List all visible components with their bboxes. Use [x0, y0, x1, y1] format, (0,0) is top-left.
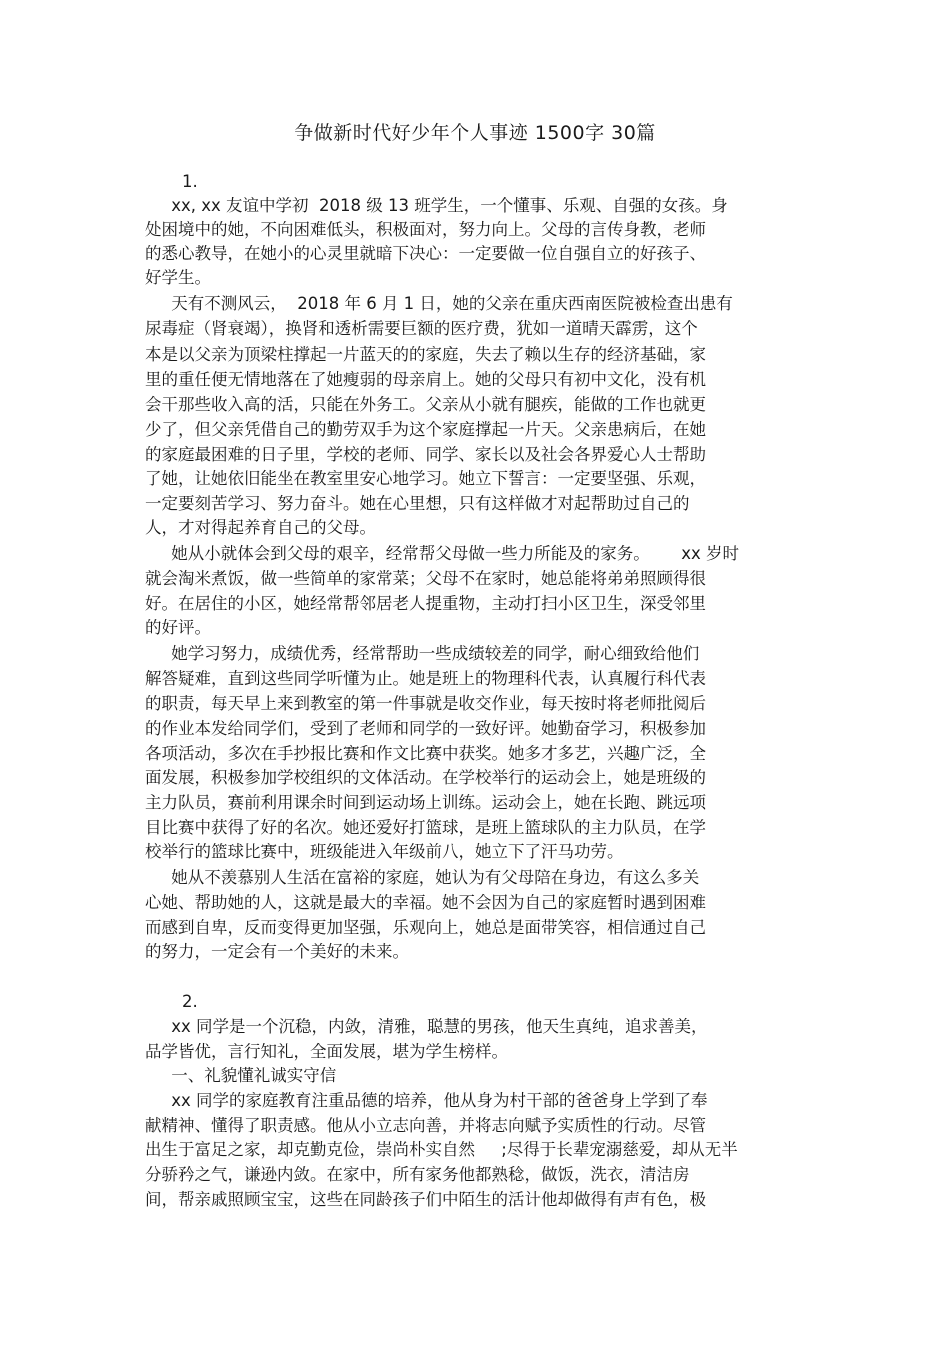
paragraph-line: xx 同学是一个沉稳，内敛，清雅，聪慧的男孩，他天生真纯，追求善美， [145, 1017, 708, 1036]
paragraph-line: 的悉心教导，在她小的心灵里就暗下决心：一定要做一位自强自立的好孩子、 [145, 244, 706, 263]
paragraph-line: xx, xx 友谊中学初 2018 级 13 班学生，一个懂事、乐观、自强的女孩。身 [145, 196, 728, 215]
paragraph-line: 各项活动，多次在手抄报比赛和作文比赛中获奖。她多才多艺，兴趣广泛，全 [145, 744, 706, 763]
section-number: 2. [182, 992, 198, 1011]
paragraph-line: 的努力，一定会有一个美好的未来。 [145, 942, 409, 961]
paragraph-line: 里的重任便无情地落在了她瘦弱的母亲肩上。她的父母只有初中文化，没有机 [145, 370, 706, 389]
document-title: 争做新时代好少年个人事迹 1500字 30篇 [294, 122, 656, 144]
paragraph-line: 的作业本发给同学们，受到了老师和同学的一致好评。她勤奋学习，积极参加 [145, 719, 706, 738]
paragraph-line: 天有不测风云， 2018 年 6 月 1 日，她的父亲在重庆西南医院被检查出患有 [145, 294, 733, 313]
paragraph-line: 的家庭最困难的日子里，学校的老师、同学、家长以及社会各界爱心人士帮助 [145, 445, 706, 464]
paragraph-line: 她学习努力，成绩优秀，经常帮助一些成绩较差的同学，耐心细致给他们 [145, 644, 700, 663]
paragraph-line: 她从不羡慕别人生活在富裕的家庭，她认为有父母陪在身边，有这么多关 [145, 868, 700, 887]
paragraph-line: 出生于富足之家，却克勤克俭，崇尚朴实自然 ;尽得于长辈宠溺慈爱，却从无半 [145, 1140, 738, 1159]
section-heading: 一、礼貌懂礼诚实守信 [145, 1066, 337, 1085]
paragraph-line: 少了，但父亲凭借自己的勤劳双手为这个家庭撑起一片天。父亲患病后，在她 [145, 420, 706, 439]
paragraph-line: 好学生。 [145, 268, 211, 287]
paragraph-line: xx 同学的家庭教育注重品德的培养，他从身为村干部的爸爸身上学到了奉 [145, 1091, 708, 1110]
paragraph-line: 好。在居住的小区，她经常帮邻居老人提重物，主动打扫小区卫生，深受邻里 [145, 594, 706, 613]
paragraph-line: 面发展，积极参加学校组织的文体活动。在学校举行的运动会上，她是班级的 [145, 768, 706, 787]
section-number: 1. [182, 172, 198, 191]
paragraph-line: 本是以父亲为顶梁柱撑起一片蓝天的的家庭，失去了赖以生存的经济基础，家 [145, 345, 706, 364]
paragraph-line: 心她、帮助她的人，这就是最大的幸福。她不会因为自己的家庭暂时遇到困难 [145, 893, 706, 912]
paragraph-line: 分骄矜之气，谦逊内敛。在家中，所有家务他都熟稔，做饭，洗衣，清洁房 [145, 1165, 690, 1184]
paragraph-line: 献精神、懂得了职责感。他从小立志向善，并将志向赋予实质性的行动。尽管 [145, 1116, 706, 1135]
paragraph-line: 解答疑难，直到这些同学听懂为止。她是班上的物理科代表，认真履行科代表 [145, 669, 706, 688]
paragraph-line: 一定要刻苦学习、努力奋斗。她在心里想，只有这样做才对起帮助过自己的 [145, 494, 690, 513]
paragraph-line: 主力队员，赛前利用课余时间到运动场上训练。运动会上，她在长跑、跳远项 [145, 793, 706, 812]
paragraph-line: 品学皆优，言行知礼，全面发展，堪为学生榜样。 [145, 1042, 508, 1061]
paragraph-line: 而感到自卑，反而变得更加坚强，乐观向上，她总是面带笑容，相信通过自己 [145, 918, 706, 937]
paragraph-line: 人，才对得起养育自己的父母。 [145, 518, 376, 537]
paragraph-line: 了她，让她依旧能坐在教室里安心地学习。她立下誓言：一定要坚强、乐观， [145, 469, 706, 488]
paragraph-line: 会干那些收入高的活，只能在外务工。父亲从小就有腿疾，能做的工作也就更 [145, 395, 706, 414]
paragraph-line: 间，帮亲戚照顾宝宝，这些在同龄孩子们中陌生的活计他却做得有声有色，极 [145, 1190, 706, 1209]
paragraph-line: 尿毒症（肾衰竭），换肾和透析需要巨额的医疗费，犹如一道晴天霹雳，这个 [145, 319, 698, 338]
paragraph-line: 校举行的篮球比赛中，班级能进入年级前八，她立下了汗马功劳。 [145, 842, 624, 861]
paragraph-line: 目比赛中获得了好的名次。她还爱好打篮球，是班上篮球队的主力队员，在学 [145, 818, 706, 837]
paragraph-line: 就会淘米煮饭，做一些简单的家常菜；父母不在家时，她总能将弟弟照顾得很 [145, 569, 706, 588]
paragraph-line: 她从小就体会到父母的艰辛，经常帮父母做一些力所能及的家务。 xx 岁时 [145, 544, 739, 563]
paragraph-line: 处困境中的她，不向困难低头，积极面对，努力向上。父母的言传身教，老师 [145, 220, 706, 239]
paragraph-line: 的好评。 [145, 618, 211, 637]
paragraph-line: 的职责，每天早上来到教室的第一件事就是收交作业，每天按时将老师批阅后 [145, 694, 706, 713]
